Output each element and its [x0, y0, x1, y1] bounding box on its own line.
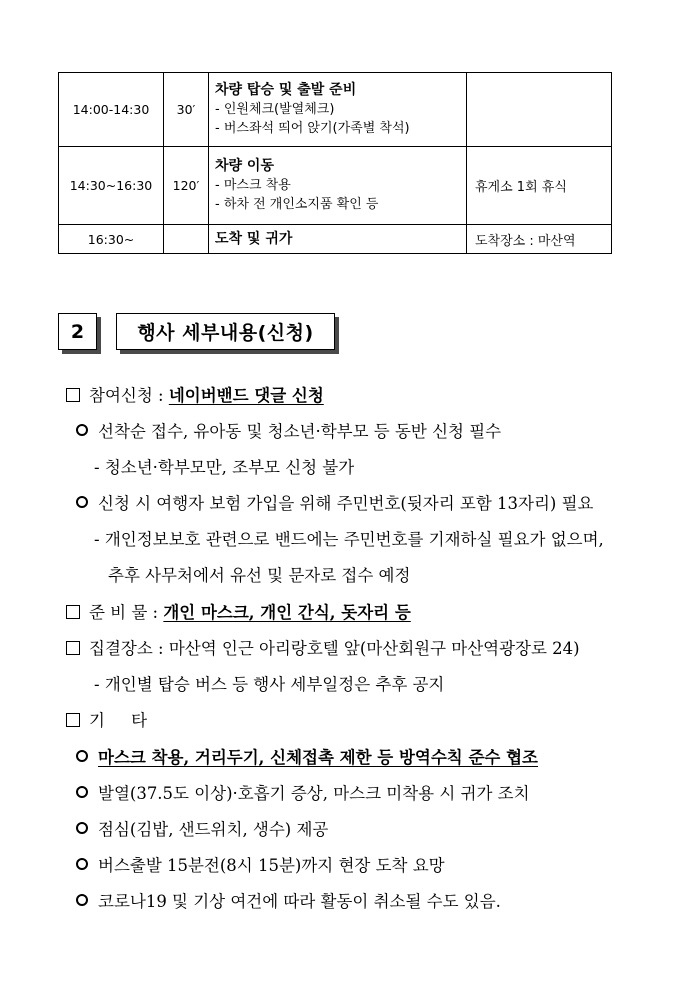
checkbox-square-icon	[66, 641, 80, 655]
prep-line	[66, 602, 411, 624]
bullet-text: 신청 시 여행자 보험 가입을 위해 주민번호(뒷자리 포함 13자리) 필요	[98, 494, 594, 513]
bullet-text: 마스크 착용, 거리두기, 신체접촉 제한 등 방역수칙 준수 협조	[98, 748, 538, 767]
etc-bullet-1	[76, 747, 538, 769]
time-cell: 16:30~	[59, 225, 164, 254]
activity-cell	[209, 225, 467, 254]
etc-bullet-4	[76, 855, 445, 877]
duration-cell: 120′	[164, 147, 209, 225]
checkbox-square-icon	[66, 713, 80, 727]
table-row	[59, 147, 612, 225]
note-cell: 도착장소 : 마산역	[467, 225, 612, 254]
etc-label: 기 타	[89, 711, 148, 730]
table-row	[59, 225, 612, 254]
table-row	[59, 73, 612, 147]
ring-bullet-icon	[76, 894, 88, 906]
activity-title: 도착 및 귀가	[215, 230, 293, 247]
etc-bullet-5	[76, 891, 501, 913]
apply-label: 참여신청 :	[89, 386, 169, 405]
section-title: 행사 세부내용(신청)	[116, 313, 335, 350]
activity-title: 차량 탑승 및 출발 준비	[215, 82, 357, 98]
meet-line	[66, 638, 580, 660]
bullet-text: 버스출발 15분전(8시 15분)까지 현장 도착 요망	[98, 856, 445, 875]
apply-bullet-1-sub: - 청소년·학부모만, 조부모 신청 불가	[94, 458, 355, 477]
apply-bullet-1	[76, 421, 501, 443]
duration-cell: 30′	[164, 73, 209, 147]
apply-line	[66, 385, 324, 407]
checkbox-square-icon	[66, 388, 80, 402]
ring-bullet-icon	[76, 750, 88, 762]
activity-item: - 인원체크(발열체크)	[215, 102, 335, 117]
apply-value: 네이버밴드 댓글 신청	[168, 386, 324, 405]
schedule-table	[58, 72, 612, 254]
ring-bullet-icon	[76, 858, 88, 870]
meet-sub: - 개인별 탑승 버스 등 행사 세부일정은 추후 공지	[94, 675, 445, 694]
etc-bullet-3	[76, 819, 328, 841]
duration-cell	[164, 225, 209, 254]
activity-item: - 버스좌석 띄어 앉기(가족별 착석)	[215, 121, 410, 136]
prep-label: 준 비 물 :	[89, 603, 164, 622]
etc-bullet-2	[76, 783, 530, 805]
bullet-text: 선착순 접수, 유아동 및 청소년·학부모 등 동반 신청 필수	[98, 422, 502, 441]
checkbox-square-icon	[66, 605, 80, 619]
ring-bullet-icon	[76, 822, 88, 834]
activity-item: - 하차 전 개인소지품 확인 등	[215, 197, 379, 212]
time-cell: 14:00-14:30	[59, 73, 164, 147]
bullet-text: 점심(김밥, 샌드위치, 생수) 제공	[98, 820, 329, 839]
note-cell: 휴게소 1회 휴식	[467, 147, 612, 225]
etc-line	[66, 710, 147, 732]
ring-bullet-icon	[76, 424, 88, 436]
prep-value: 개인 마스크, 개인 간식, 돗자리 등	[163, 603, 411, 622]
meet-value: 마산역 인근 아리랑호텔 앞(마산회원구 마산역광장로 24)	[168, 639, 580, 658]
meet-label: 집결장소 :	[89, 639, 169, 658]
bullet-text: 발열(37.5도 이상)·호흡기 증상, 마스크 미착용 시 귀가 조치	[98, 784, 530, 803]
apply-bullet-2	[76, 493, 594, 515]
activity-item: - 마스크 착용	[215, 178, 291, 193]
section-number: 2	[58, 313, 97, 350]
note-cell	[467, 73, 612, 147]
activity-cell	[209, 73, 467, 147]
time-cell: 14:30~16:30	[59, 147, 164, 225]
activity-cell	[209, 147, 467, 225]
ring-bullet-icon	[76, 786, 88, 798]
apply-bullet-2-sub2: 추후 사무처에서 유선 및 문자로 접수 예정	[108, 566, 411, 585]
bullet-text: 코로나19 및 기상 여건에 따라 활동이 취소될 수도 있음.	[98, 892, 501, 911]
ring-bullet-icon	[76, 496, 88, 508]
activity-title: 차량 이동	[215, 158, 274, 174]
apply-bullet-2-sub1: - 개인정보보호 관련으로 밴드에는 주민번호를 기재하실 필요가 없으며,	[94, 530, 604, 549]
